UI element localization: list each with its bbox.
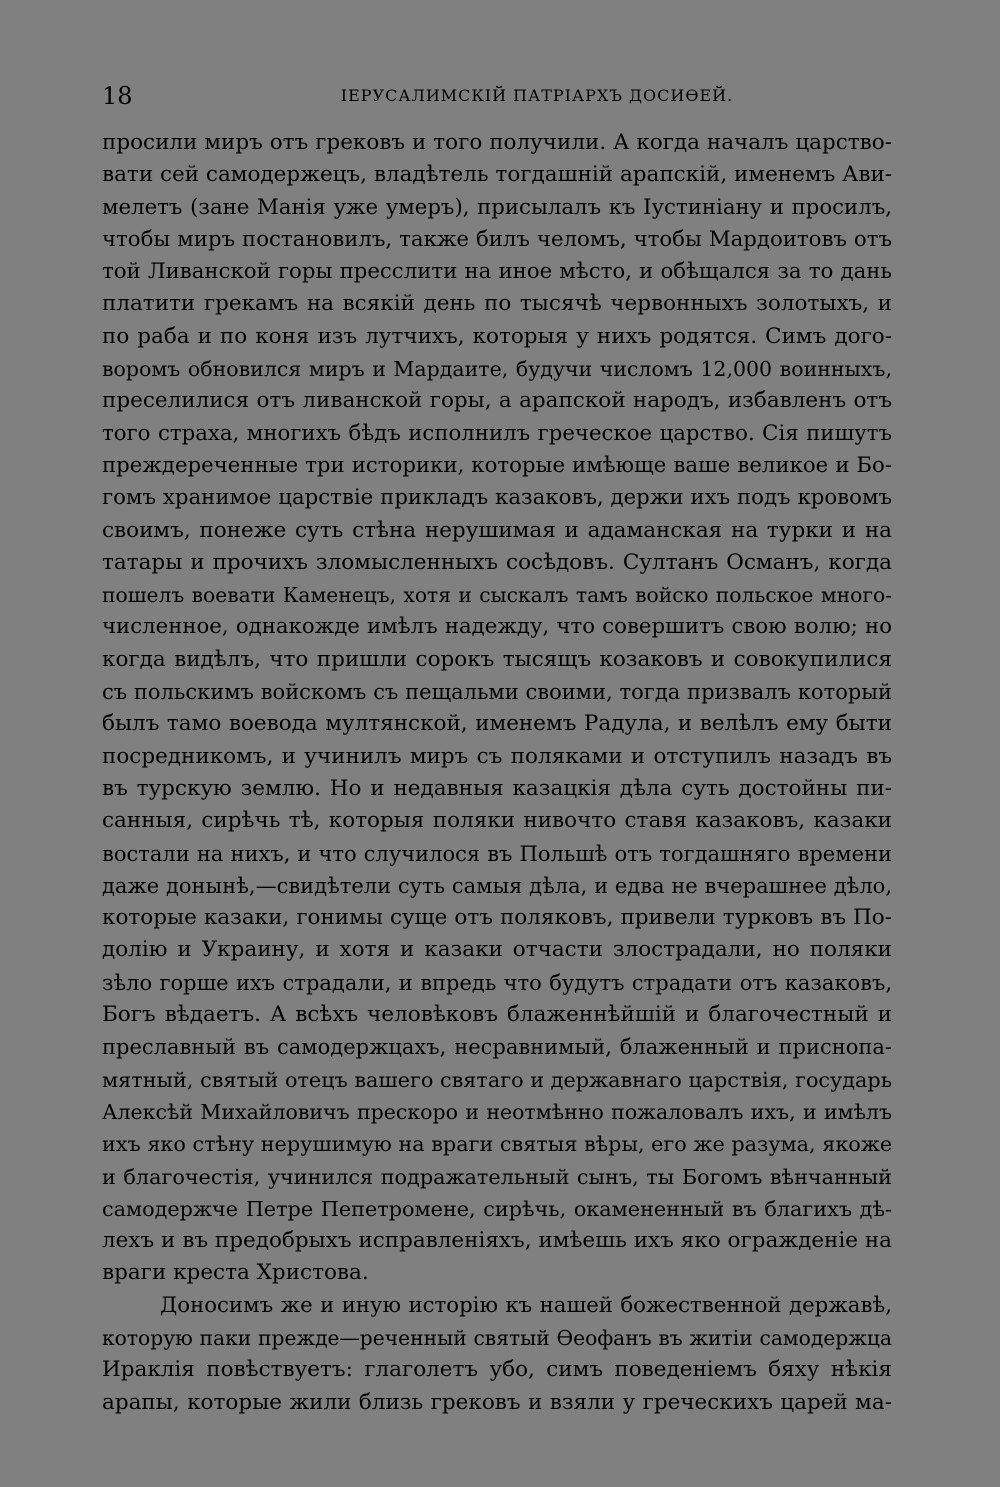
text-line: востали на нихъ, и что случилося въ Польшѣ отъ тогдашняго времени: [102, 841, 892, 866]
text-line: пошелъ воевати Каменецъ, хотя и сыскалъ тамъ войско польское много-: [102, 583, 892, 608]
text-line: Доносимъ же и иную исторiю къ нашей божественной державѣ,: [160, 1292, 892, 1318]
page-number: 18: [102, 82, 133, 110]
text-line: которые казаки, гонимы суще отъ поляковъ, привели турковъ въ По-: [102, 905, 892, 931]
text-line: санныя, сирѣчь тѣ, которыя поляки нивочто ставя казаковъ, казаки: [102, 808, 892, 834]
text-line: того страха, многихъ бѣдъ исполнилъ греческое царство. Сiя пишутъ: [102, 420, 892, 446]
text-line: былъ тамо воевода мултянской, именемъ Радула, и велѣлъ ему быти: [102, 711, 892, 737]
text-line: платити грекамъ на всякiй день по тысячѣ червонныхъ золотыхъ, и: [102, 291, 892, 317]
text-line: своимъ, понеже суть стѣна нерушимая и адаманская на турки и на: [102, 517, 892, 543]
text-line: гомъ хранимое царствiе прикладъ казаковъ, держи ихъ подъ кровомъ: [102, 485, 892, 511]
running-title: IЕРУСАЛИМСКIЙ ПАТРIАРХЪ ДОСИѲЕЙ.: [340, 86, 734, 105]
text-line: преселилися отъ ливанской горы, а арапской народъ, избавленъ отъ: [102, 388, 892, 414]
text-line: враги креста Христова.: [102, 1260, 369, 1286]
text-line: даже донынѣ,—свидѣтели суть самыя дѣла, и едва не вчерашнее дѣло,: [102, 873, 892, 898]
text-line: вати сей самодержецъ, владѣтель тогдашнiй арапскiй, именемъ Ави-: [102, 162, 893, 188]
text-line: лехъ и въ предобрыхъ исправленiяхъ, имѣешь ихъ яко огражденiе на: [102, 1228, 892, 1254]
text-line: той Ливанской горы пресслити на иное мѣсто, и обѣщался за то дань: [102, 259, 892, 285]
text-line: Богъ вѣдаетъ. А всѣхъ человѣковъ блаженнѣйшiй и благочестный и: [102, 1002, 892, 1028]
text-line: долiю и Украину, и хотя и казаки отчасти злострадали, но поляки: [102, 937, 892, 963]
text-line: мятный, святый отецъ вашего святаго и державнаго царствiя, государь: [102, 1067, 892, 1092]
body-text: [102, 127, 892, 1419]
text-line: чтобы миръ постановилъ, также билъ челомъ, чтобы Мардоитовъ отъ: [102, 226, 892, 252]
text-line: съ польскимъ войскомъ съ пещальми своими, тогда призвалъ который: [102, 680, 892, 705]
text-line: и благочестiя, учинился подражательный сынъ, ты Богомъ вѣнчанный: [102, 1164, 892, 1189]
text-line: которую паки прежде—реченный святый Ѳеофанъ въ житiи самодержца: [102, 1325, 892, 1350]
text-line: по раба и по коня изъ лутчихъ, которыя у нихъ родятся. Симъ дого-: [102, 323, 892, 349]
page-header: [102, 78, 892, 118]
text-line: самодержче Петре Пепетромене, сирѣчь, окамененный въ благихъ дѣ-: [102, 1196, 892, 1221]
text-line: посредникомъ, и учинилъ миръ съ поляками и отступилъ назадъ въ: [102, 743, 892, 769]
text-line: Ираклiя повѣствуетъ: глаголетъ убо, симъ поведенiемъ бяху нѣкiя: [102, 1357, 892, 1383]
text-line: арапы, которые жили близь грековъ и взяли у греческихъ царей ма-: [102, 1389, 892, 1415]
text-line: ихъ яко стѣну нерушимую на враги святыя вѣры, его же разума, якоже: [102, 1132, 893, 1157]
text-line: Алексѣй Михайловичъ прескоро и неотмѣнно пожаловалъ ихъ, и имѣлъ: [102, 1099, 892, 1124]
text-line: преславный въ самодержцахъ, несравнимый, блаженный и приснопа-: [102, 1035, 892, 1060]
text-line: преждереченные три историки, которые имѣюще ваше великое и Бо-: [102, 452, 892, 478]
text-line: мелетъ (зане Манiя уже умеръ), присылалъ къ Iустинiану и просилъ,: [102, 194, 892, 220]
text-line: численное, однакожде имѣлъ надежду, что совершитъ свою волю; но: [102, 614, 892, 640]
text-line: татары и прочихъ зломысленныхъ сосѣдовъ. Султанъ Османъ, когда: [102, 549, 892, 575]
text-line: просили миръ отъ грековъ и того получили. А когда началъ царство-: [102, 130, 892, 155]
text-line: воромъ обновился миръ и Мардаите, будучи числомъ 12,000 воинныхъ,: [102, 357, 892, 382]
text-line: когда видѣлъ, что пришли сорокъ тысящъ козаковъ и совокупилися: [102, 646, 892, 672]
text-line: зѣло горше ихъ страдали, и впредь что будутъ страдати отъ казаковъ,: [102, 970, 892, 995]
text-line: въ турскую землю. Но и недавныя казацкiя дѣла суть достойны пи-: [102, 775, 892, 801]
